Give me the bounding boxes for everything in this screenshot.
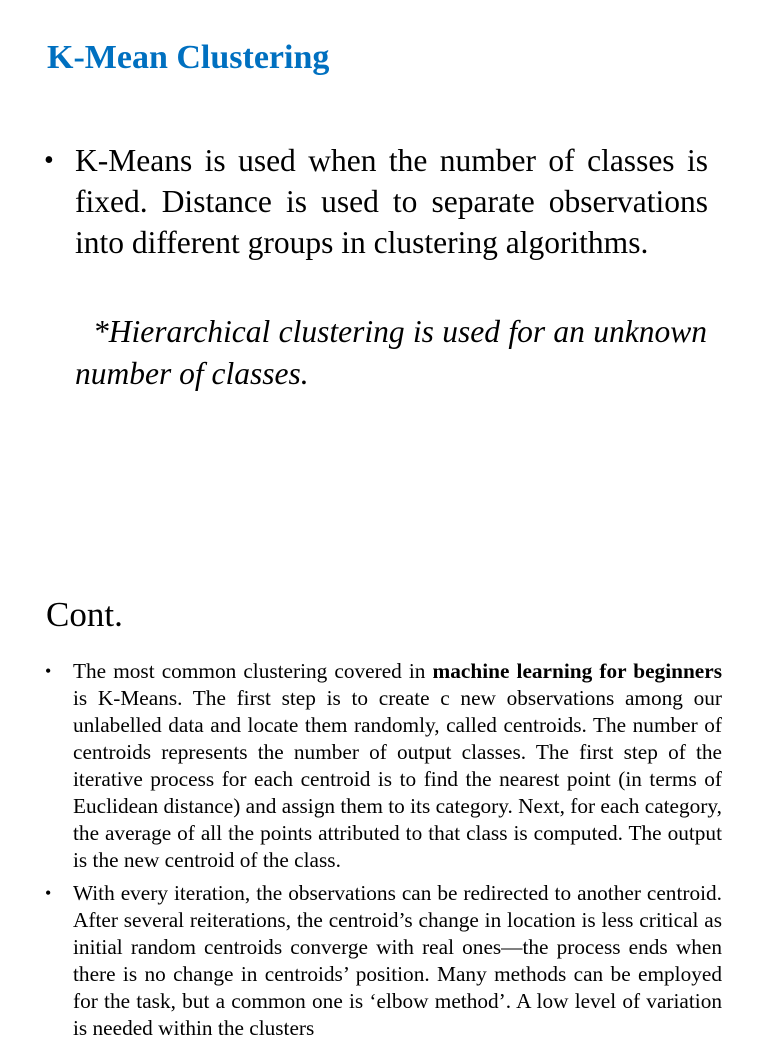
bullet-list	[44, 140, 708, 263]
bullet-bold-phrase: machine learning for beginners	[432, 659, 722, 683]
bullet-text: With every iteration, the observations can be redirected to another centroid. After several reiterations, the centroid’s change in location is less critical as initial random centroids converge with real ones—the process ends when there is no change in centroids’ position. Many methods can be employed for the task, but a common one is ‘elbow method’. A low level of variation is needed within the clusters	[73, 881, 722, 1040]
bullet-icon: •	[44, 145, 54, 176]
slide-cont	[0, 570, 768, 1040]
bullet-text: K-Means is used when the number of classes is fixed. Distance is used to separate observations into different groups in clustering algorithms.	[75, 143, 708, 260]
hierarchical-note: *Hierarchical clustering is used for an unknown number of classes.	[75, 314, 707, 391]
bullet-icon: •	[45, 661, 52, 681]
bullet-item	[44, 140, 708, 263]
bullet-text-start: The most common clustering covered in	[73, 659, 433, 683]
slide-title: K-Mean Clustering	[47, 39, 330, 76]
bullet-list	[45, 658, 722, 1048]
bullet-item	[45, 658, 722, 874]
bullet-icon: •	[45, 883, 52, 903]
slide-title: Cont.	[46, 595, 123, 634]
bullet-text-end: is K-Means. The first step is to create c new observations among our unlabelled data and locate them randomly, called centroids. The number of centroids represents the number of output classes. The first step of the iterative process for each centroid is to find the nearest point (in terms of Euclidean distance) and assign them to its category. Next, for each category, the average of all the points attributed to that class is computed. The output is the new centroid of the class.	[73, 686, 722, 872]
bullet-item	[45, 880, 722, 1042]
